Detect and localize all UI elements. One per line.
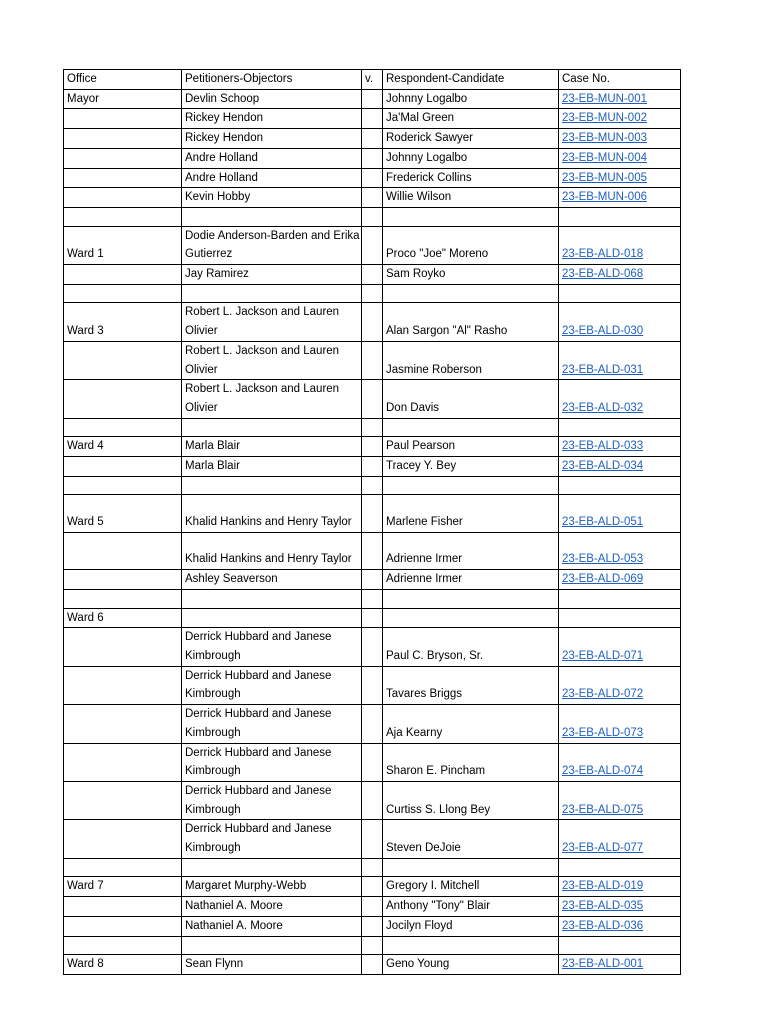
case-number-link[interactable]: 23-EB-ALD-053 <box>559 532 681 569</box>
versus-cell <box>362 628 383 666</box>
table-row <box>64 705 681 743</box>
office-cell <box>64 589 182 608</box>
table-row <box>64 476 681 495</box>
respondent-cell: Sam Royko <box>383 265 559 285</box>
table-body <box>64 70 681 975</box>
case-number-link[interactable]: 23-EB-ALD-051 <box>559 495 681 532</box>
respondent-cell: Don Davis <box>383 380 559 418</box>
petitioners-cell <box>182 418 362 437</box>
versus-cell <box>362 589 383 608</box>
versus-cell <box>362 608 383 628</box>
respondent-cell: Paul Pearson <box>383 437 559 457</box>
office-cell <box>64 457 182 477</box>
table-row <box>64 303 681 341</box>
table-row <box>64 820 681 858</box>
versus-cell <box>362 109 383 129</box>
table-row <box>64 955 681 975</box>
case-number-link[interactable]: 23-EB-ALD-068 <box>559 265 681 285</box>
petitioners-cell: Derrick Hubbard and Janese Kimbrough <box>182 820 362 858</box>
petitioners-cell: Robert L. Jackson and Lauren Olivier <box>182 380 362 418</box>
versus-cell <box>362 303 383 341</box>
table-row <box>64 608 681 628</box>
versus-cell <box>362 743 383 781</box>
office-cell <box>64 341 182 379</box>
table-row <box>64 188 681 208</box>
respondent-cell: Marlene Fisher <box>383 495 559 532</box>
office-cell <box>64 380 182 418</box>
office-cell <box>64 284 182 303</box>
case-number-link[interactable]: 23-EB-ALD-035 <box>559 897 681 917</box>
table-row <box>64 265 681 285</box>
office-cell <box>64 265 182 285</box>
office-cell <box>64 168 182 188</box>
petitioners-cell: Jay Ramirez <box>182 265 362 285</box>
case-number-link[interactable]: 23-EB-ALD-074 <box>559 743 681 781</box>
table-row <box>64 89 681 109</box>
petitioners-cell <box>182 284 362 303</box>
office-cell: Ward 6 <box>64 608 182 628</box>
case-number-link[interactable]: 23-EB-MUN-002 <box>559 109 681 129</box>
office-cell <box>64 570 182 590</box>
versus-cell <box>362 955 383 975</box>
respondent-cell: Johnny Logalbo <box>383 148 559 168</box>
case-number-link <box>559 476 681 495</box>
table-row <box>64 916 681 936</box>
case-number-link[interactable]: 23-EB-ALD-033 <box>559 437 681 457</box>
case-number-link <box>559 936 681 955</box>
office-cell <box>64 858 182 877</box>
respondent-cell: Alan Sargon "Al" Rasho <box>383 303 559 341</box>
petitioners-cell: Andre Holland <box>182 168 362 188</box>
respondent-cell: Aja Kearny <box>383 705 559 743</box>
petitioners-cell: Ashley Seaverson <box>182 570 362 590</box>
table-row <box>64 589 681 608</box>
table-row <box>64 437 681 457</box>
respondent-cell: Adrienne Irmer <box>383 570 559 590</box>
versus-cell <box>362 705 383 743</box>
case-number-link <box>559 207 681 226</box>
petitioners-cell: Derrick Hubbard and Janese Kimbrough <box>182 781 362 819</box>
petitioners-cell: Derrick Hubbard and Janese Kimbrough <box>182 743 362 781</box>
versus-cell <box>362 226 383 264</box>
case-number-link[interactable]: 23-EB-ALD-031 <box>559 341 681 379</box>
table-row <box>64 628 681 666</box>
respondent-cell <box>383 284 559 303</box>
office-cell: Ward 8 <box>64 955 182 975</box>
versus-cell <box>362 820 383 858</box>
case-number-link[interactable]: 23-EB-ALD-036 <box>559 916 681 936</box>
respondent-cell: Anthony "Tony" Blair <box>383 897 559 917</box>
table-row <box>64 936 681 955</box>
office-cell <box>64 476 182 495</box>
petitioners-cell: Khalid Hankins and Henry Taylor <box>182 532 362 569</box>
respondent-cell <box>383 476 559 495</box>
table-row <box>64 226 681 264</box>
office-cell: Ward 7 <box>64 877 182 897</box>
office-cell: Ward 4 <box>64 437 182 457</box>
petitioners-cell <box>182 476 362 495</box>
case-number-link[interactable]: 23-EB-MUN-005 <box>559 168 681 188</box>
versus-cell <box>362 265 383 285</box>
respondent-cell: Curtiss S. Llong Bey <box>383 781 559 819</box>
respondent-cell: Johnny Logalbo <box>383 89 559 109</box>
versus-cell <box>362 284 383 303</box>
petitioners-cell <box>182 589 362 608</box>
objections-table <box>63 69 681 975</box>
versus-cell <box>362 380 383 418</box>
petitioners-cell: Marla Blair <box>182 437 362 457</box>
case-number-link[interactable]: 23-EB-ALD-071 <box>559 628 681 666</box>
office-cell <box>64 129 182 149</box>
versus-cell <box>362 781 383 819</box>
petitioners-cell: Devlin Schoop <box>182 89 362 109</box>
case-number-link[interactable]: 23-EB-ALD-077 <box>559 820 681 858</box>
table-row <box>64 897 681 917</box>
versus-cell <box>362 129 383 149</box>
case-number-link[interactable]: 23-EB-ALD-019 <box>559 877 681 897</box>
respondent-cell <box>383 608 559 628</box>
petitioners-cell: Marla Blair <box>182 457 362 477</box>
table-row <box>64 743 681 781</box>
petitioners-cell: Nathaniel A. Moore <box>182 897 362 917</box>
table-row <box>64 570 681 590</box>
respondent-cell: Sharon E. Pincham <box>383 743 559 781</box>
case-number-link[interactable]: 23-EB-ALD-034 <box>559 457 681 477</box>
respondent-cell: Adrienne Irmer <box>383 532 559 569</box>
versus-cell <box>362 207 383 226</box>
respondent-cell: Gregory I. Mitchell <box>383 877 559 897</box>
case-number-link <box>559 608 681 628</box>
case-number-link[interactable]: 23-EB-ALD-073 <box>559 705 681 743</box>
office-cell <box>64 148 182 168</box>
petitioners-cell: Margaret Murphy-Webb <box>182 877 362 897</box>
office-cell <box>64 109 182 129</box>
table-row <box>64 380 681 418</box>
petitioners-cell: Robert L. Jackson and Lauren Olivier <box>182 303 362 341</box>
case-number-link <box>559 284 681 303</box>
office-cell <box>64 781 182 819</box>
petitioners-cell: Robert L. Jackson and Lauren Olivier <box>182 341 362 379</box>
case-number-link[interactable]: 23-EB-ALD-018 <box>559 226 681 264</box>
office-cell <box>64 743 182 781</box>
case-number-link[interactable]: 23-EB-ALD-069 <box>559 570 681 590</box>
respondent-cell <box>383 207 559 226</box>
petitioners-cell: Derrick Hubbard and Janese Kimbrough <box>182 628 362 666</box>
case-number-link[interactable]: 23-EB-MUN-001 <box>559 89 681 109</box>
petitioners-cell: Kevin Hobby <box>182 188 362 208</box>
office-cell: Mayor <box>64 89 182 109</box>
respondent-cell: Tavares Briggs <box>383 666 559 704</box>
case-number-link[interactable]: 23-EB-MUN-004 <box>559 148 681 168</box>
respondent-cell: Jocilyn Floyd <box>383 916 559 936</box>
versus-cell <box>362 936 383 955</box>
table-row <box>64 858 681 877</box>
case-number-link[interactable]: 23-EB-ALD-030 <box>559 303 681 341</box>
header-respondent: Respondent-Candidate <box>383 70 559 90</box>
office-cell <box>64 666 182 704</box>
versus-cell <box>362 897 383 917</box>
table-row <box>64 129 681 149</box>
case-number-link[interactable]: 23-EB-MUN-003 <box>559 129 681 149</box>
respondent-cell <box>383 418 559 437</box>
versus-cell <box>362 168 383 188</box>
versus-cell <box>362 476 383 495</box>
respondent-cell: Geno Young <box>383 955 559 975</box>
table-row <box>64 418 681 437</box>
petitioners-cell: Khalid Hankins and Henry Taylor <box>182 495 362 532</box>
office-cell <box>64 532 182 569</box>
versus-cell <box>362 666 383 704</box>
respondent-cell: Steven DeJoie <box>383 820 559 858</box>
table-row <box>64 495 681 532</box>
case-number-link <box>559 418 681 437</box>
petitioners-cell: Rickey Hendon <box>182 109 362 129</box>
table-row <box>64 148 681 168</box>
petitioners-cell: Derrick Hubbard and Janese Kimbrough <box>182 705 362 743</box>
case-number-link <box>559 589 681 608</box>
header-case-no: Case No. <box>559 70 681 90</box>
table-row <box>64 666 681 704</box>
respondent-cell: Paul C. Bryson, Sr. <box>383 628 559 666</box>
case-number-link[interactable]: 23-EB-ALD-032 <box>559 380 681 418</box>
office-cell <box>64 820 182 858</box>
case-number-link[interactable]: 23-EB-ALD-075 <box>559 781 681 819</box>
office-cell: Ward 3 <box>64 303 182 341</box>
versus-cell <box>362 148 383 168</box>
table-row <box>64 168 681 188</box>
versus-cell <box>362 188 383 208</box>
versus-cell <box>362 570 383 590</box>
table-row <box>64 284 681 303</box>
petitioners-cell: Andre Holland <box>182 148 362 168</box>
header-office: Office <box>64 70 182 90</box>
respondent-cell: Jasmine Roberson <box>383 341 559 379</box>
petitioners-cell <box>182 207 362 226</box>
respondent-cell <box>383 936 559 955</box>
table-row <box>64 109 681 129</box>
respondent-cell: Tracey Y. Bey <box>383 457 559 477</box>
petitioners-cell: Rickey Hendon <box>182 129 362 149</box>
case-number-link[interactable]: 23-EB-MUN-006 <box>559 188 681 208</box>
petitioners-cell: Nathaniel A. Moore <box>182 916 362 936</box>
versus-cell <box>362 877 383 897</box>
respondent-cell: Frederick Collins <box>383 168 559 188</box>
petitioners-cell: Derrick Hubbard and Janese Kimbrough <box>182 666 362 704</box>
header-petitioners: Petitioners-Objectors <box>182 70 362 90</box>
table-row <box>64 532 681 569</box>
versus-cell <box>362 916 383 936</box>
table-row <box>64 877 681 897</box>
petitioners-cell: Sean Flynn <box>182 955 362 975</box>
petitioners-cell <box>182 608 362 628</box>
header-versus: v. <box>362 70 383 90</box>
petitioners-cell <box>182 936 362 955</box>
respondent-cell <box>383 858 559 877</box>
respondent-cell: Proco "Joe" Moreno <box>383 226 559 264</box>
case-number-link[interactable]: 23-EB-ALD-072 <box>559 666 681 704</box>
office-cell: Ward 1 <box>64 226 182 264</box>
office-cell <box>64 628 182 666</box>
office-cell <box>64 936 182 955</box>
table-row <box>64 781 681 819</box>
versus-cell <box>362 858 383 877</box>
versus-cell <box>362 532 383 569</box>
respondent-cell: Willie Wilson <box>383 188 559 208</box>
respondent-cell: Ja'Mal Green <box>383 109 559 129</box>
table-row <box>64 341 681 379</box>
office-cell <box>64 188 182 208</box>
office-cell <box>64 705 182 743</box>
respondent-cell <box>383 589 559 608</box>
table-row <box>64 207 681 226</box>
office-cell <box>64 418 182 437</box>
case-number-link <box>559 858 681 877</box>
petitioners-cell <box>182 858 362 877</box>
office-cell: Ward 5 <box>64 495 182 532</box>
office-cell <box>64 916 182 936</box>
versus-cell <box>362 437 383 457</box>
respondent-cell: Roderick Sawyer <box>383 129 559 149</box>
versus-cell <box>362 495 383 532</box>
versus-cell <box>362 418 383 437</box>
table-row <box>64 457 681 477</box>
header-row <box>64 70 681 90</box>
office-cell <box>64 207 182 226</box>
versus-cell <box>362 341 383 379</box>
versus-cell <box>362 89 383 109</box>
versus-cell <box>362 457 383 477</box>
case-number-link[interactable]: 23-EB-ALD-001 <box>559 955 681 975</box>
petitioners-cell: Dodie Anderson-Barden and Erika Gutierrez <box>182 226 362 264</box>
office-cell <box>64 897 182 917</box>
